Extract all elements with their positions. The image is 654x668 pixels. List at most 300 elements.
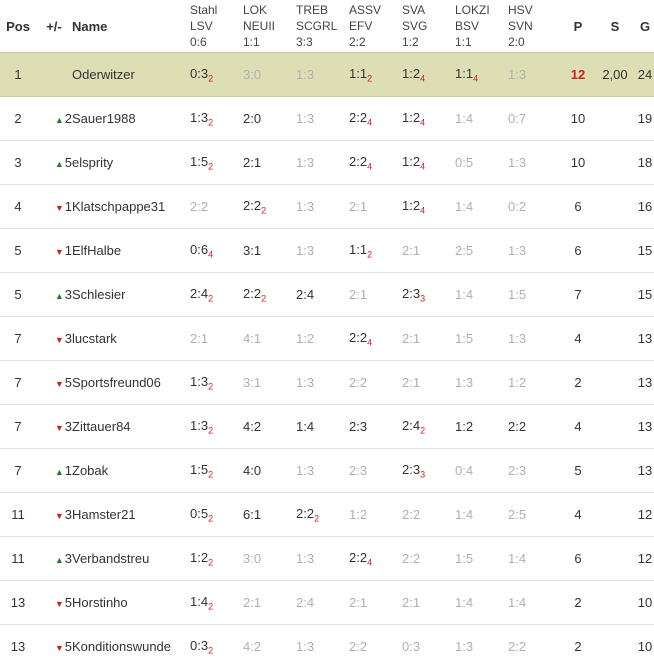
match-score: 1:3 (296, 375, 314, 390)
row-s-value (600, 625, 630, 668)
row-match-result (508, 493, 556, 537)
header-match-col-4 (349, 0, 402, 53)
match-score: 2:3 (402, 286, 420, 301)
row-match-result (349, 141, 402, 185)
row-match-result (296, 97, 349, 141)
match-score: 2:2 (190, 199, 208, 214)
row-match-result (508, 97, 556, 141)
row-position: 3 (0, 141, 36, 185)
row-trend (36, 581, 72, 625)
match-score: 1:4 (190, 594, 208, 609)
match-score: 2:1 (349, 199, 367, 214)
row-match-result (349, 273, 402, 317)
trend-value: 3 (64, 287, 72, 302)
header-match-col-2 (243, 0, 296, 53)
row-match-result (243, 625, 296, 668)
row-player-name[interactable]: elsprity (72, 141, 190, 185)
match-score: 1:2 (402, 198, 420, 213)
row-position: 7 (0, 317, 36, 361)
row-match-result (349, 537, 402, 581)
row-position: 7 (0, 449, 36, 493)
match-bonus: 2 (208, 645, 213, 655)
match-bonus: 2 (367, 73, 372, 83)
row-match-result (508, 141, 556, 185)
trend-down-icon: ▼ (55, 599, 64, 609)
table-body (0, 53, 654, 668)
trend-up-icon: ▲ (55, 555, 64, 565)
row-position: 1 (0, 53, 36, 97)
row-player-name[interactable]: Zobak (72, 449, 190, 493)
row-player-name[interactable]: Hamster21 (72, 493, 190, 537)
trend-value: 5 (64, 155, 72, 170)
match-bonus: 2 (261, 293, 266, 303)
row-trend (36, 141, 72, 185)
row-s-value (600, 493, 630, 537)
row-trend (36, 537, 72, 581)
header-match-4-line3: 2:2 (349, 34, 402, 50)
row-player-name[interactable]: Verbandstreu (72, 537, 190, 581)
row-s-value: 2,00 (600, 53, 630, 97)
row-s-value (600, 229, 630, 273)
match-score: 2:3 (349, 419, 367, 434)
match-bonus: 4 (473, 73, 478, 83)
match-score: 2:1 (402, 595, 420, 610)
match-score: 2:4 (190, 286, 208, 301)
match-score: 1:1 (455, 66, 473, 81)
row-match-result (243, 493, 296, 537)
match-score: 0:3 (190, 638, 208, 653)
match-bonus: 2 (208, 117, 213, 127)
match-bonus: 2 (208, 425, 213, 435)
row-match-result (349, 53, 402, 97)
row-match-result (190, 625, 243, 668)
table-row[interactable] (0, 53, 654, 97)
row-s-value (600, 317, 630, 361)
row-match-result (296, 229, 349, 273)
match-score: 1:5 (190, 462, 208, 477)
row-player-name[interactable]: Sportsfreund06 (72, 361, 190, 405)
row-match-result (508, 229, 556, 273)
match-score: 2:3 (402, 462, 420, 477)
match-score: 1:2 (190, 550, 208, 565)
row-match-result (296, 537, 349, 581)
match-score: 1:3 (508, 155, 526, 170)
row-player-name[interactable]: ElfHalbe (72, 229, 190, 273)
row-match-result (508, 317, 556, 361)
match-score: 2:3 (508, 463, 526, 478)
row-match-result (190, 361, 243, 405)
row-points: 2 (556, 361, 600, 405)
row-trend (36, 53, 72, 97)
table-row[interactable] (0, 317, 654, 361)
row-points: 2 (556, 625, 600, 668)
row-match-result (402, 141, 455, 185)
row-match-result (296, 449, 349, 493)
row-match-result (243, 317, 296, 361)
row-match-result (455, 229, 508, 273)
match-score: 1:4 (455, 507, 473, 522)
match-score: 1:1 (349, 66, 367, 81)
match-score: 2:2 (402, 507, 420, 522)
row-player-name[interactable]: lucstark (72, 317, 190, 361)
row-match-result (455, 273, 508, 317)
trend-up-icon: ▲ (55, 115, 64, 125)
header-s: S (600, 0, 630, 53)
match-bonus: 4 (367, 161, 372, 171)
trend-value: 1 (64, 199, 72, 214)
table-row[interactable] (0, 625, 654, 668)
table-row[interactable] (0, 141, 654, 185)
row-g-value: 16 (630, 185, 654, 229)
match-score: 1:3 (508, 67, 526, 82)
row-g-value: 15 (630, 229, 654, 273)
match-score: 2:2 (402, 551, 420, 566)
row-match-result (243, 97, 296, 141)
row-match-result (455, 97, 508, 141)
row-player-name[interactable]: Horstinho (72, 581, 190, 625)
match-score: 1:4 (455, 111, 473, 126)
row-match-result (190, 581, 243, 625)
row-match-result (455, 405, 508, 449)
table-row[interactable] (0, 273, 654, 317)
row-trend (36, 449, 72, 493)
row-match-result (402, 537, 455, 581)
row-match-result (190, 185, 243, 229)
table-row[interactable] (0, 405, 654, 449)
row-match-result (455, 581, 508, 625)
row-points: 4 (556, 493, 600, 537)
row-match-result (243, 405, 296, 449)
row-match-result (455, 625, 508, 668)
row-match-result (402, 229, 455, 273)
table-row[interactable] (0, 229, 654, 273)
match-bonus: 3 (420, 293, 425, 303)
row-match-result (296, 273, 349, 317)
row-match-result (190, 53, 243, 97)
row-match-result (243, 537, 296, 581)
row-trend (36, 405, 72, 449)
row-match-result (402, 97, 455, 141)
row-trend (36, 185, 72, 229)
header-match-7-line3: 2:0 (508, 34, 556, 50)
row-match-result (296, 185, 349, 229)
row-g-value: 24 (630, 53, 654, 97)
match-score: 1:4 (508, 551, 526, 566)
row-match-result (296, 53, 349, 97)
row-trend (36, 97, 72, 141)
match-bonus: 2 (208, 601, 213, 611)
row-match-result (455, 493, 508, 537)
match-score: 1:5 (190, 154, 208, 169)
header-match-col-5 (402, 0, 455, 53)
row-match-result (402, 581, 455, 625)
row-match-result (349, 493, 402, 537)
row-match-result (508, 53, 556, 97)
trend-value: 3 (64, 507, 72, 522)
row-position: 11 (0, 493, 36, 537)
match-score: 3:1 (243, 375, 261, 390)
match-score: 1:3 (296, 67, 314, 82)
match-score: 2:4 (296, 595, 314, 610)
match-score: 2:2 (349, 375, 367, 390)
header-match-3-line3: 3:3 (296, 34, 349, 50)
row-position: 4 (0, 185, 36, 229)
trend-value: 1 (64, 243, 72, 258)
match-score: 1:3 (455, 639, 473, 654)
header-match-2-line1: LOK (243, 2, 296, 18)
match-bonus: 2 (208, 161, 213, 171)
match-bonus: 2 (208, 557, 213, 567)
trend-down-icon: ▼ (55, 203, 64, 213)
row-match-result (243, 449, 296, 493)
match-score: 2:1 (349, 287, 367, 302)
row-position: 5 (0, 273, 36, 317)
header-match-6-line3: 1:1 (455, 34, 508, 50)
match-bonus: 4 (420, 117, 425, 127)
match-score: 1:3 (455, 375, 473, 390)
match-score: 1:5 (455, 331, 473, 346)
trend-down-icon: ▼ (55, 643, 64, 653)
header-row (0, 0, 654, 53)
row-match-result (508, 273, 556, 317)
match-bonus: 2 (420, 425, 425, 435)
row-points: 5 (556, 449, 600, 493)
row-match-result (402, 185, 455, 229)
header-match-1-line2: LSV (190, 18, 243, 34)
match-score: 2:5 (455, 243, 473, 258)
row-s-value (600, 405, 630, 449)
header-match-5-line3: 1:2 (402, 34, 455, 50)
match-score: 2:2 (349, 639, 367, 654)
match-score: 0:4 (455, 463, 473, 478)
row-g-value: 10 (630, 625, 654, 668)
match-score: 0:3 (190, 66, 208, 81)
match-bonus: 2 (208, 381, 213, 391)
header-match-1-line3: 0:6 (190, 34, 243, 50)
row-match-result (349, 361, 402, 405)
row-match-result (508, 625, 556, 668)
match-score: 1:3 (296, 551, 314, 566)
table-row[interactable] (0, 581, 654, 625)
header-match-6-line2: BSV (455, 18, 508, 34)
row-match-result (243, 229, 296, 273)
row-position: 13 (0, 581, 36, 625)
match-score: 1:4 (296, 419, 314, 434)
row-match-result (508, 581, 556, 625)
match-score: 2:1 (402, 243, 420, 258)
row-position: 7 (0, 405, 36, 449)
row-player-name[interactable]: Oderwitzer (72, 53, 190, 97)
trend-down-icon: ▼ (55, 335, 64, 345)
row-match-result (455, 185, 508, 229)
table-header (0, 0, 654, 53)
row-trend (36, 317, 72, 361)
row-match-result (190, 449, 243, 493)
row-player-name[interactable]: Schlesier (72, 273, 190, 317)
row-player-name[interactable]: Klatschpappe31 (72, 185, 190, 229)
trend-down-icon: ▼ (55, 379, 64, 389)
row-points: 6 (556, 229, 600, 273)
match-bonus: 2 (208, 513, 213, 523)
match-score: 1:2 (402, 66, 420, 81)
row-g-value: 13 (630, 361, 654, 405)
row-match-result (349, 185, 402, 229)
row-trend (36, 493, 72, 537)
row-match-result (402, 625, 455, 668)
match-score: 1:5 (508, 287, 526, 302)
row-match-result (349, 229, 402, 273)
row-match-result (508, 449, 556, 493)
row-points: 4 (556, 405, 600, 449)
row-match-result (190, 229, 243, 273)
row-position: 5 (0, 229, 36, 273)
match-score: 1:5 (455, 551, 473, 566)
row-points: 2 (556, 581, 600, 625)
row-match-result (402, 361, 455, 405)
match-score: 3:0 (243, 551, 261, 566)
row-match-result (508, 405, 556, 449)
trend-value: 3 (64, 551, 72, 566)
header-match-5-line1: SVA (402, 2, 455, 18)
row-match-result (296, 141, 349, 185)
row-s-value (600, 537, 630, 581)
row-match-result (243, 185, 296, 229)
row-s-value (600, 141, 630, 185)
row-match-result (296, 625, 349, 668)
match-score: 2:1 (190, 331, 208, 346)
match-bonus: 4 (420, 161, 425, 171)
table-row[interactable] (0, 449, 654, 493)
row-player-name[interactable]: Zittauer84 (72, 405, 190, 449)
row-match-result (190, 405, 243, 449)
header-match-col-3 (296, 0, 349, 53)
match-score: 1:3 (508, 243, 526, 258)
match-bonus: 4 (208, 249, 213, 259)
row-match-result (190, 537, 243, 581)
match-bonus: 4 (367, 557, 372, 567)
match-score: 2:1 (349, 595, 367, 610)
match-score: 0:3 (402, 639, 420, 654)
match-score: 1:4 (508, 595, 526, 610)
header-points: P (556, 0, 600, 53)
match-score: 2:1 (402, 331, 420, 346)
match-score: 0:5 (455, 155, 473, 170)
row-points: 7 (556, 273, 600, 317)
row-match-result (402, 449, 455, 493)
row-s-value (600, 449, 630, 493)
row-s-value (600, 273, 630, 317)
match-score: 1:3 (296, 155, 314, 170)
trend-value: 5 (64, 375, 72, 390)
row-s-value (600, 185, 630, 229)
row-match-result (296, 317, 349, 361)
match-score: 1:3 (296, 199, 314, 214)
row-s-value (600, 581, 630, 625)
match-score: 4:0 (243, 463, 261, 478)
match-score: 1:2 (508, 375, 526, 390)
header-match-1-line1: Stahl (190, 2, 243, 18)
match-bonus: 4 (420, 73, 425, 83)
match-score: 1:4 (455, 595, 473, 610)
match-score: 0:6 (190, 242, 208, 257)
table-row[interactable] (0, 537, 654, 581)
header-match-7-line2: SVN (508, 18, 556, 34)
table-row[interactable] (0, 185, 654, 229)
match-score: 1:3 (296, 111, 314, 126)
match-score: 2:5 (508, 507, 526, 522)
row-position: 7 (0, 361, 36, 405)
match-bonus: 2 (261, 205, 266, 215)
row-match-result (190, 141, 243, 185)
row-s-value (600, 361, 630, 405)
match-bonus: 4 (420, 205, 425, 215)
row-match-result (349, 317, 402, 361)
header-pos: Pos (0, 0, 36, 53)
trend-value: 1 (64, 463, 72, 478)
match-score: 2:2 (508, 419, 526, 434)
trend-down-icon: ▼ (55, 423, 64, 433)
row-g-value: 13 (630, 405, 654, 449)
row-player-name[interactable]: Sauer1988 (72, 97, 190, 141)
match-score: 2:2 (349, 154, 367, 169)
match-score: 2:4 (402, 418, 420, 433)
row-match-result (455, 317, 508, 361)
table-row[interactable] (0, 97, 654, 141)
header-match-col-6 (455, 0, 508, 53)
match-score: 2:2 (349, 550, 367, 565)
match-score: 1:3 (190, 110, 208, 125)
table-row[interactable] (0, 361, 654, 405)
row-match-result (455, 449, 508, 493)
row-match-result (190, 97, 243, 141)
row-points: 6 (556, 537, 600, 581)
match-score: 6:1 (243, 507, 261, 522)
header-match-7-line1: HSV (508, 2, 556, 18)
match-score: 2:1 (243, 595, 261, 610)
match-score: 2:1 (243, 155, 261, 170)
header-match-col-1 (190, 0, 243, 53)
trend-down-icon: ▼ (55, 511, 64, 521)
header-match-3-line1: TREB (296, 2, 349, 18)
trend-value: 5 (64, 639, 72, 654)
row-match-result (455, 537, 508, 581)
match-score: 1:2 (402, 154, 420, 169)
row-match-result (243, 581, 296, 625)
row-g-value: 18 (630, 141, 654, 185)
header-match-6-line1: LOKZI (455, 2, 508, 18)
row-player-name[interactable]: Konditionswunde (72, 625, 190, 668)
match-score: 1:3 (296, 243, 314, 258)
row-g-value: 10 (630, 581, 654, 625)
trend-value: 3 (64, 419, 72, 434)
match-score: 2:1 (402, 375, 420, 390)
match-score: 2:4 (296, 287, 314, 302)
header-g: G (630, 0, 654, 53)
match-score: 1:4 (455, 287, 473, 302)
row-match-result (402, 317, 455, 361)
header-match-col-7 (508, 0, 556, 53)
trend-up-icon: ▲ (55, 291, 64, 301)
match-score: 4:2 (243, 639, 261, 654)
row-match-result (349, 405, 402, 449)
table-row[interactable] (0, 493, 654, 537)
match-score: 2:2 (243, 198, 261, 213)
row-match-result (190, 493, 243, 537)
match-score: 1:3 (296, 463, 314, 478)
trend-down-icon: ▼ (55, 247, 64, 257)
row-g-value: 15 (630, 273, 654, 317)
row-match-result (402, 493, 455, 537)
